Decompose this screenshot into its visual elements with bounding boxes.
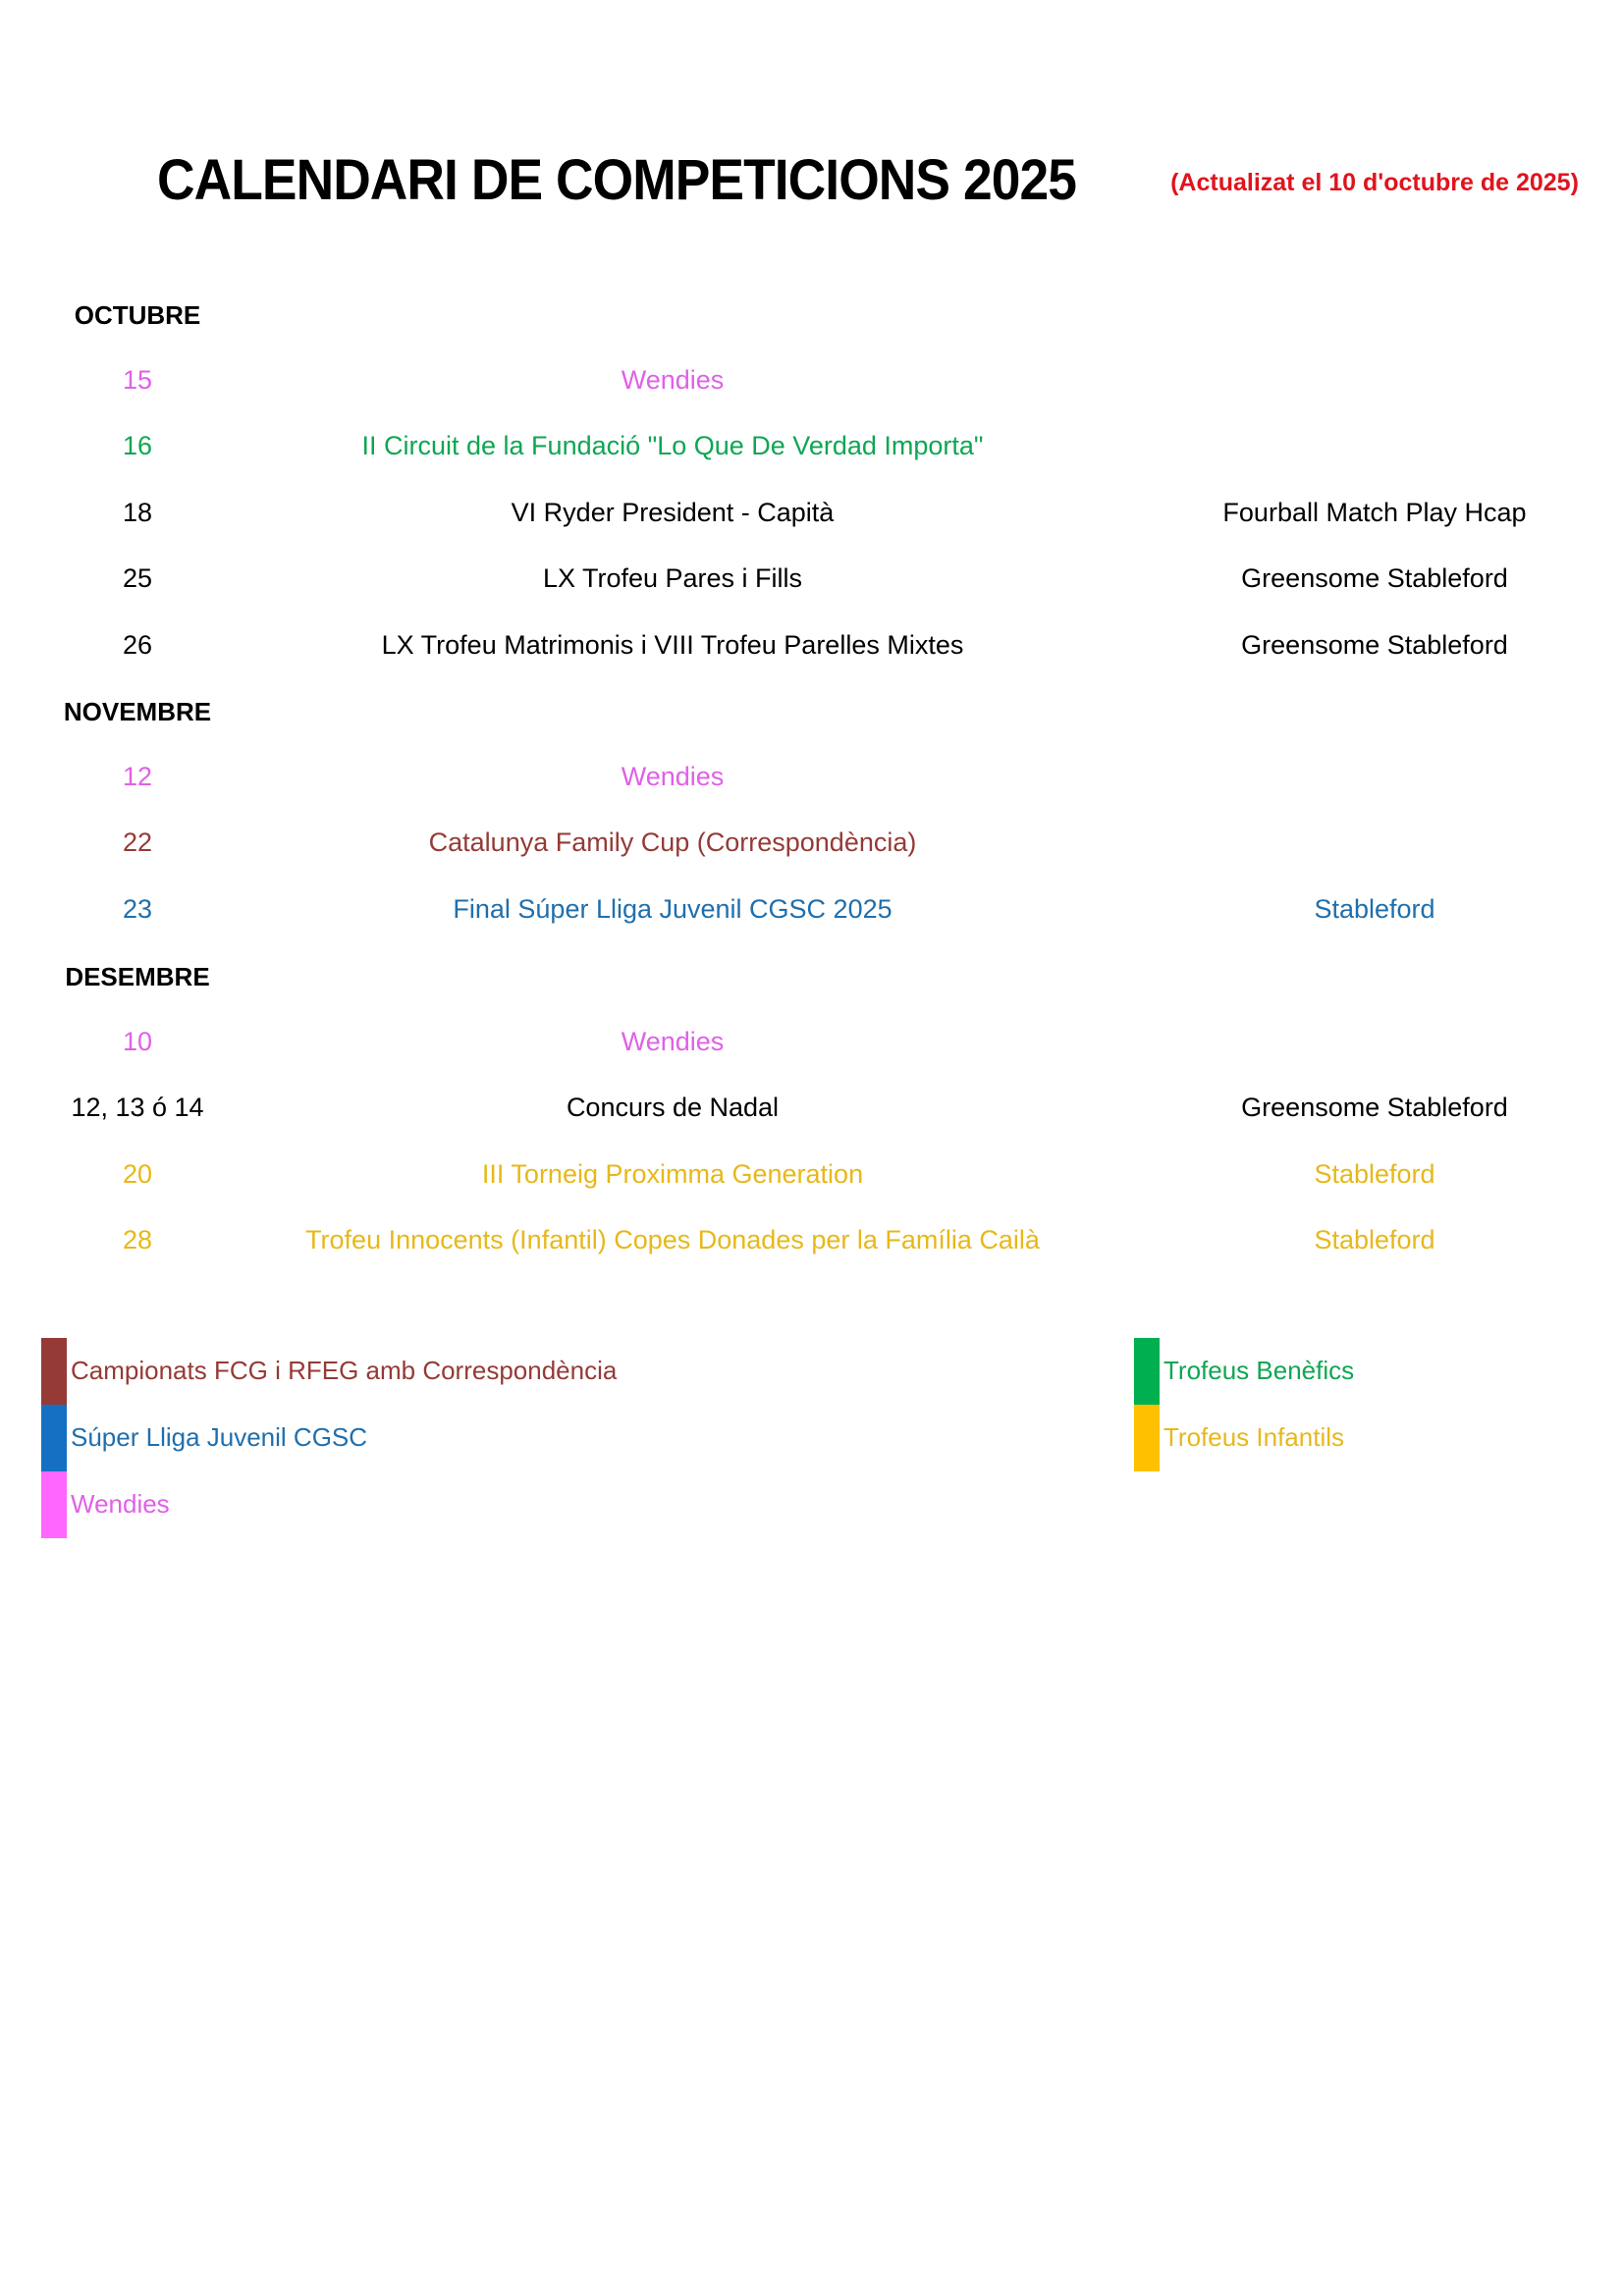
legend-color-swatch bbox=[1134, 1338, 1160, 1405]
event-name: LX Trofeu Pares i Fills bbox=[542, 563, 803, 593]
legend-color-swatch bbox=[41, 1471, 67, 1538]
event-name: Wendies bbox=[621, 761, 725, 791]
event-name: Wendies bbox=[621, 1026, 725, 1056]
event-name: III Torneig Proximma Generation bbox=[481, 1158, 864, 1189]
event-day: 26 bbox=[122, 629, 153, 660]
legend-label: Trofeus Benèfics bbox=[1163, 1356, 1355, 1385]
event-format: Greensome Stableford bbox=[1241, 563, 1508, 593]
legend-label: Súper Lliga Juvenil CGSC bbox=[71, 1422, 368, 1452]
update-date-note: (Actualizat el 10 d'octubre de 2025) bbox=[1170, 169, 1579, 196]
event-row bbox=[0, 1225, 1623, 1264]
event-format: Stableford bbox=[1314, 1225, 1435, 1255]
event-name: LX Trofeu Matrimonis i VIII Trofeu Parelles Mixtes bbox=[381, 629, 964, 660]
event-row bbox=[0, 498, 1623, 537]
event-row bbox=[0, 1093, 1623, 1132]
page-title: CALENDARI DE COMPETICIONS 2025 bbox=[157, 148, 1077, 212]
event-name: Trofeu Innocents (Infantil) Copes Donades per la Família Cailà bbox=[305, 1225, 1040, 1255]
event-row bbox=[0, 894, 1623, 934]
month-heading: DESEMBRE bbox=[65, 962, 210, 991]
event-format: Stableford bbox=[1314, 893, 1435, 924]
event-day: 22 bbox=[122, 828, 153, 857]
event-day: 23 bbox=[122, 893, 153, 924]
event-day: 12, 13 ó 14 bbox=[71, 1093, 204, 1122]
event-row bbox=[0, 365, 1623, 404]
event-row bbox=[0, 1159, 1623, 1199]
event-name: VI Ryder President - Capità bbox=[511, 497, 835, 527]
legend-color-swatch bbox=[41, 1338, 67, 1405]
legend-label: Wendies bbox=[71, 1489, 170, 1519]
legend-label: Trofeus Infantils bbox=[1163, 1422, 1345, 1452]
event-day: 25 bbox=[122, 563, 153, 593]
event-row bbox=[0, 630, 1623, 669]
event-row bbox=[0, 828, 1623, 867]
event-day: 18 bbox=[122, 497, 153, 527]
event-format: Fourball Match Play Hcap bbox=[1222, 497, 1527, 527]
event-name: Wendies bbox=[621, 364, 725, 395]
event-day: 20 bbox=[122, 1158, 153, 1189]
event-name: Final Súper Lliga Juvenil CGSC 2025 bbox=[453, 893, 893, 924]
event-format: Greensome Stableford bbox=[1241, 1093, 1508, 1122]
event-day: 12 bbox=[122, 761, 153, 791]
event-row bbox=[0, 431, 1623, 470]
event-day: 10 bbox=[122, 1026, 153, 1056]
event-name: Concurs de Nadal bbox=[566, 1093, 780, 1122]
legend-color-swatch bbox=[41, 1405, 67, 1471]
event-day: 15 bbox=[122, 364, 153, 395]
event-row bbox=[0, 762, 1623, 801]
event-row bbox=[0, 563, 1623, 603]
legend-color-swatch bbox=[1134, 1405, 1160, 1471]
event-name: II Circuit de la Fundació "Lo Que De Verdad Importa" bbox=[361, 431, 984, 460]
event-name: Catalunya Family Cup (Correspondència) bbox=[428, 828, 917, 857]
month-heading: NOVEMBRE bbox=[63, 697, 212, 726]
event-format: Greensome Stableford bbox=[1241, 629, 1508, 660]
event-day: 28 bbox=[122, 1225, 153, 1255]
event-format: Stableford bbox=[1314, 1158, 1435, 1189]
legend-label: Campionats FCG i RFEG amb Correspondència bbox=[71, 1356, 618, 1385]
event-row bbox=[0, 1027, 1623, 1066]
event-day: 16 bbox=[122, 431, 153, 460]
month-heading: OCTUBRE bbox=[74, 300, 201, 330]
